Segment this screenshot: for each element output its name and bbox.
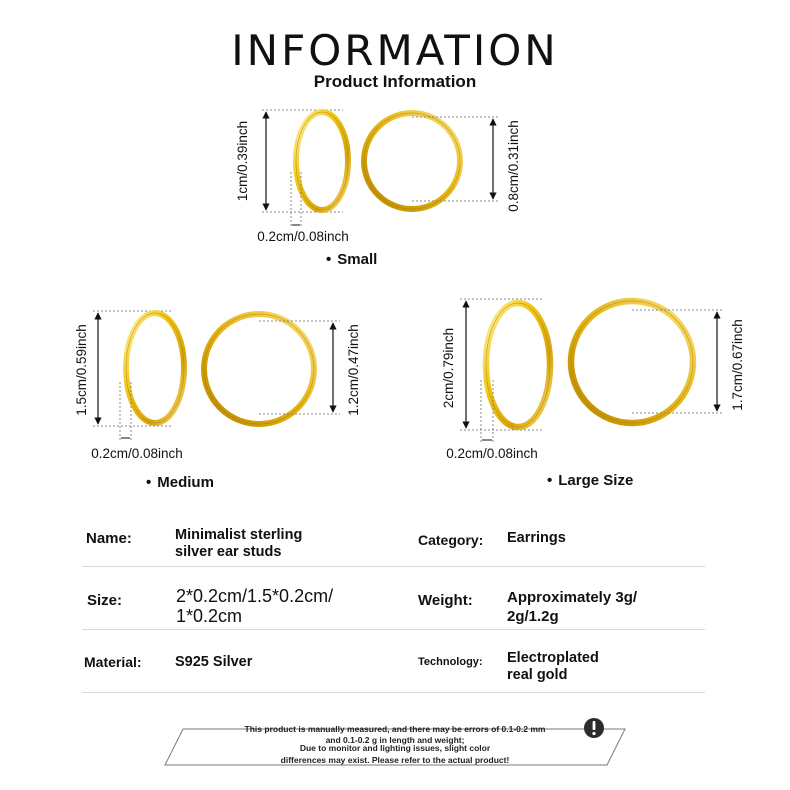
size-label-medium: • Medium [146,474,214,491]
small-height-dim: 1cm/0.39inch [235,120,250,202]
weight-label: Weight: [418,592,473,609]
notice-line-2: and 0.1-0.2 g in length and weight; [325,735,465,745]
bullet-icon: • [146,474,152,491]
technology-value: Electroplated real gold [507,650,599,683]
material-value: S925 Silver [175,654,253,670]
name-label: Name: [86,530,132,547]
large-inner-dim: 1.7cm/0.67inch [730,319,745,411]
bullet-icon: • [547,472,553,489]
notice-line-1: This product is manually measured, and there may be errors of 0.1-0.2 mm [244,724,546,734]
page-title: INFORMATION [231,26,559,75]
large-width-dim: 0.2cm/0.08inch [446,446,538,461]
size-label-large: • Large Size [547,472,634,489]
weight-value: Approximately 3g/ 2g/1.2g [507,589,638,625]
bullet-icon: • [326,251,332,268]
size-value: 2*0.2cm/1.5*0.2cm/ 1*0.2cm [176,586,334,626]
category-label: Category: [418,532,484,548]
medium-inner-dim: 1.2cm/0.47inch [346,324,361,416]
small-inner-dim: 0.8cm/0.31inch [506,120,521,212]
page-subtitle: Product Information [313,72,477,91]
medium-height-dim: 1.5cm/0.59inch [74,324,89,416]
small-width-dim: 0.2cm/0.08inch [257,229,349,244]
technology-label: Technology: [418,656,483,668]
name-value: Minimalist sterling silver ear studs [175,527,303,560]
category-value: Earrings [507,530,566,546]
material-label: Material: [84,654,142,670]
size-label: Size: [87,592,123,609]
notice-line-3: Due to monitor and lighting issues, slight color [299,743,491,753]
large-height-dim: 2cm/0.79inch [441,327,456,409]
notice-line-4: differences may exist. Please refer to the actual product! [280,755,510,765]
medium-width-dim: 0.2cm/0.08inch [91,446,183,461]
size-label-small: • Small [326,251,378,268]
